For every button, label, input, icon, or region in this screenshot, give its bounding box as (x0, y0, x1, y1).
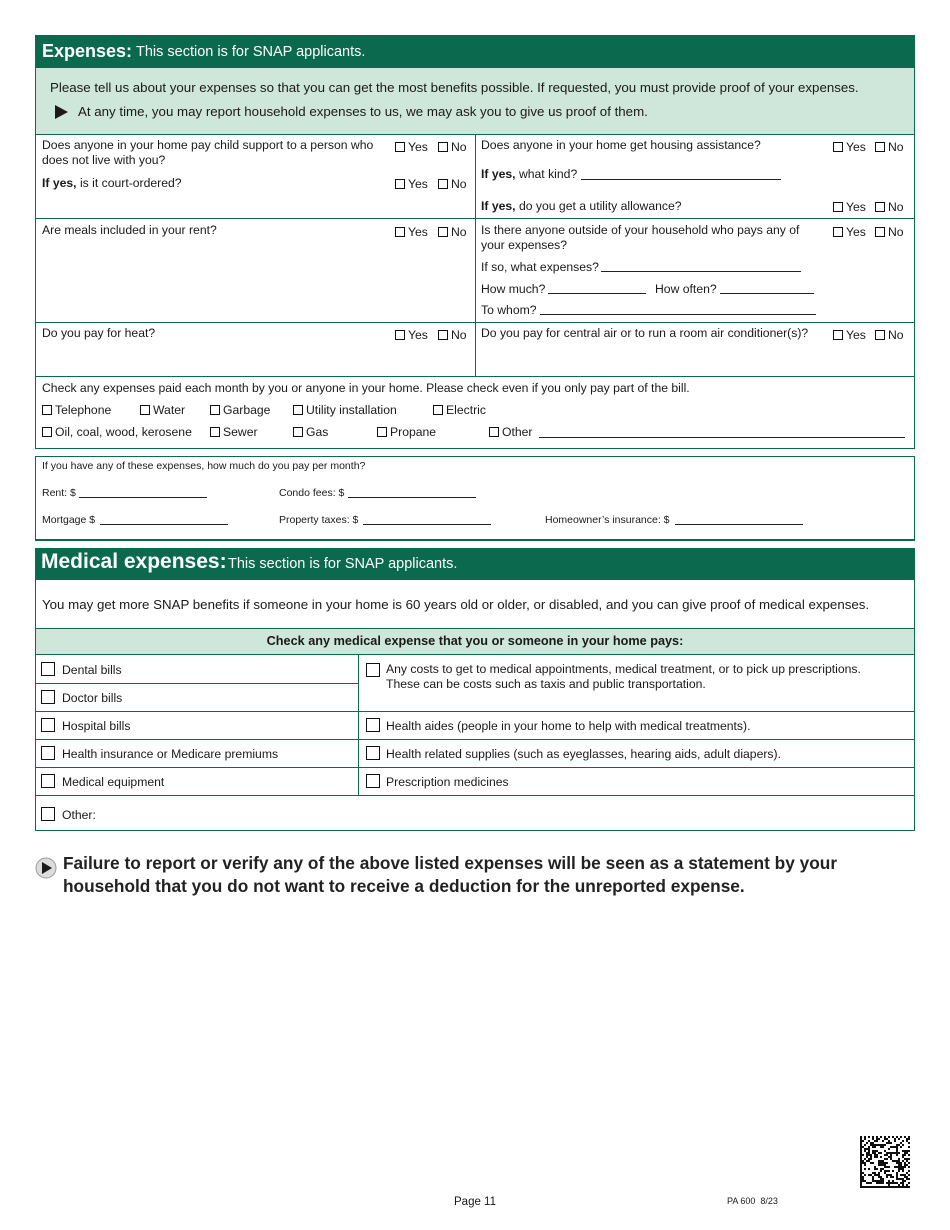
bill-oil-coal[interactable]: Oil, coal, wood, kerosene (42, 425, 192, 439)
medical-other[interactable]: Other: (41, 807, 96, 822)
checkbox-icon[interactable] (210, 427, 220, 437)
expenses-intro-note: At any time, you may report household expenses to us, we may ask you to give us proof of them. (78, 104, 648, 119)
court-ordered-yes[interactable]: Yes (395, 177, 428, 191)
monthly-question: If you have any of these expenses, how much do you pay per month? (42, 460, 366, 472)
checkbox-icon[interactable] (395, 330, 405, 340)
2d-barcode (860, 1136, 910, 1188)
housing-no[interactable]: No (875, 140, 904, 154)
condo-field[interactable] (348, 485, 476, 498)
medical-header (35, 548, 915, 580)
checkbox-icon[interactable] (438, 179, 448, 189)
checkbox-icon[interactable] (395, 227, 405, 237)
medical-insurance[interactable]: Health insurance or Medicare premiums (41, 746, 278, 761)
child-support-question: Does anyone in your home pay child support to a person who does not live with you? (42, 138, 374, 167)
bill-electric[interactable]: Electric (433, 403, 486, 417)
bill-garbage[interactable]: Garbage (210, 403, 270, 417)
medical-divider-2 (36, 711, 914, 712)
housing-yes[interactable]: Yes (833, 140, 866, 154)
play-arrow-icon (54, 105, 68, 119)
housing-question: Does anyone in your home get housing assistance? (481, 138, 761, 152)
rent-field[interactable] (79, 485, 207, 498)
expenses-intro (36, 68, 914, 134)
central-air-yes[interactable]: Yes (833, 328, 866, 342)
checkbox-icon[interactable] (41, 807, 55, 821)
checkbox-icon[interactable] (395, 179, 405, 189)
outside-payer-question: Is there anyone outside of your household who pays any of your expenses? (481, 223, 800, 252)
checkbox-icon[interactable] (875, 202, 885, 212)
medical-doctor[interactable]: Doctor bills (41, 690, 122, 705)
checkbox-icon[interactable] (366, 774, 380, 788)
how-often-field[interactable] (720, 281, 814, 294)
checkbox-icon[interactable] (42, 405, 52, 415)
checkbox-icon[interactable] (833, 202, 843, 212)
medical-hospital[interactable]: Hospital bills (41, 718, 130, 733)
checkbox-icon[interactable] (41, 774, 55, 788)
child-support-yes[interactable]: Yes (395, 140, 428, 154)
medical-intro: You may get more SNAP benefits if someone in your home is 60 years old or older, or disabled, and you can give proof of medical expenses. (42, 597, 870, 612)
bill-other-field[interactable] (539, 425, 905, 438)
heat-no[interactable]: No (438, 328, 467, 342)
bill-sewer[interactable]: Sewer (210, 425, 258, 439)
central-air-no[interactable]: No (875, 328, 904, 342)
divider-row3 (36, 376, 914, 377)
expenses-subtitle: This section is for SNAP applicants. (136, 44, 366, 60)
bill-water[interactable]: Water (140, 403, 185, 417)
medical-dental[interactable]: Dental bills (41, 662, 122, 677)
rent-label: Rent: $ (42, 487, 76, 499)
mortgage-label: Mortgage $ (42, 514, 96, 526)
what-expenses-label: If so, what expenses? (481, 260, 599, 274)
checkbox-icon[interactable] (395, 142, 405, 152)
medical-transport[interactable]: Any costs to get to medical appointments, medical treatment, or to pick up prescriptions. These can be costs such as taxis and public transportation. (366, 662, 906, 692)
meals-question: Are meals included in your rent? (42, 223, 217, 237)
checkbox-icon[interactable] (41, 690, 55, 704)
heat-question: Do you pay for heat? (42, 326, 156, 340)
central-air-question: Do you pay for central air or to run a room air conditioner(s)? (481, 326, 809, 340)
bill-telephone[interactable]: Telephone (42, 403, 111, 417)
medical-title: Medical expenses: (41, 550, 227, 573)
mortgage-field[interactable] (100, 512, 228, 525)
medical-equipment[interactable]: Medical equipment (41, 774, 164, 789)
medical-divider-3 (36, 739, 914, 740)
checkbox-icon[interactable] (438, 330, 448, 340)
checkbox-icon[interactable] (41, 746, 55, 760)
outside-payer-no[interactable]: No (875, 225, 904, 239)
bill-other[interactable]: Other (489, 425, 532, 439)
divider-row2 (36, 322, 914, 323)
child-support-no[interactable]: No (438, 140, 467, 154)
housing-kind-field[interactable] (581, 167, 781, 180)
medical-subtitle: This section is for SNAP applicants. (228, 556, 458, 572)
outside-payer-yes[interactable]: Yes (833, 225, 866, 239)
meals-no[interactable]: No (438, 225, 467, 239)
medical-divider-4 (36, 767, 914, 768)
property-taxes-label: Property taxes: $ (279, 514, 359, 526)
warning-text: Failure to report or verify any of the above listed expenses will be seen as a statement by your household that you do not want to receive a deduction for the unreported expense. (63, 853, 838, 896)
checkbox-icon[interactable] (41, 662, 55, 676)
checkbox-icon[interactable] (833, 227, 843, 237)
court-ordered-no[interactable]: No (438, 177, 467, 191)
circle-arrow-icon (35, 857, 57, 879)
bill-gas[interactable]: Gas (293, 425, 328, 439)
heat-yes[interactable]: Yes (395, 328, 428, 342)
property-taxes-field[interactable] (363, 512, 491, 525)
checkbox-icon[interactable] (366, 663, 380, 677)
how-often-label: How often? (655, 282, 717, 296)
expenses-header (35, 35, 915, 68)
medical-supplies[interactable]: Health related supplies (such as eyeglasses, hearing aids, adult diapers). (366, 746, 781, 761)
court-ordered-question: If yes, is it court-ordered? (42, 176, 182, 190)
checkbox-icon[interactable] (42, 427, 52, 437)
to-whom-field[interactable] (540, 302, 816, 315)
bill-utility-installation[interactable]: Utility installation (293, 403, 397, 417)
checkbox-icon[interactable] (366, 718, 380, 732)
utility-allowance-no[interactable]: No (875, 200, 904, 214)
checkbox-icon[interactable] (210, 405, 220, 415)
meals-yes[interactable]: Yes (395, 225, 428, 239)
how-much-field[interactable] (548, 281, 646, 294)
medical-divider-left-1 (36, 683, 358, 684)
bill-propane[interactable]: Propane (377, 425, 436, 439)
checkbox-icon[interactable] (875, 330, 885, 340)
medical-divider-5 (36, 795, 914, 796)
housing-kind-question: If yes, what kind? (481, 167, 578, 181)
checkbox-icon[interactable] (833, 330, 843, 340)
divider-vertical (475, 134, 476, 376)
checkbox-icon[interactable] (140, 405, 150, 415)
to-whom-label: To whom? (481, 303, 537, 317)
checkbox-icon[interactable] (293, 427, 303, 437)
homeowners-label: Homeowner’s insurance: $ (545, 514, 670, 526)
condo-label: Condo fees: $ (279, 487, 345, 499)
medical-health-aides[interactable]: Health aides (people in your home to help with medical treatments). (366, 718, 750, 733)
divider-row1 (36, 218, 914, 219)
checkbox-icon[interactable] (41, 718, 55, 732)
medical-check-header: Check any medical expense that you or someone in your home pays: (36, 628, 914, 655)
medical-divider-vertical (358, 655, 359, 795)
expenses-title: Expenses: (42, 41, 133, 61)
checkbox-icon[interactable] (489, 427, 499, 437)
checkbox-icon[interactable] (875, 142, 885, 152)
checkbox-icon[interactable] (833, 142, 843, 152)
medical-prescriptions[interactable]: Prescription medicines (366, 774, 509, 789)
how-much-label: How much? (481, 282, 546, 296)
checkbox-icon[interactable] (433, 405, 443, 415)
checkbox-icon[interactable] (438, 227, 448, 237)
bills-instruction: Check any expenses paid each month by you or anyone in your home. Please check even if you only pay part of the bill. (42, 381, 690, 395)
page-number: Page 11 (454, 1196, 496, 1208)
what-expenses-field[interactable] (601, 259, 801, 272)
checkbox-icon[interactable] (293, 405, 303, 415)
checkbox-icon[interactable] (875, 227, 885, 237)
homeowners-field[interactable] (675, 512, 803, 525)
checkbox-icon[interactable] (438, 142, 448, 152)
utility-allowance-question: If yes, do you get a utility allowance? (481, 199, 682, 213)
checkbox-icon[interactable] (366, 746, 380, 760)
checkbox-icon[interactable] (377, 427, 387, 437)
form-id: PA 600 8/23 (727, 1196, 778, 1206)
expenses-intro-text: Please tell us about your expenses so that you can get the most benefits possible. If requested, you must provide proof of your expenses. (50, 80, 859, 95)
utility-allowance-yes[interactable]: Yes (833, 200, 866, 214)
